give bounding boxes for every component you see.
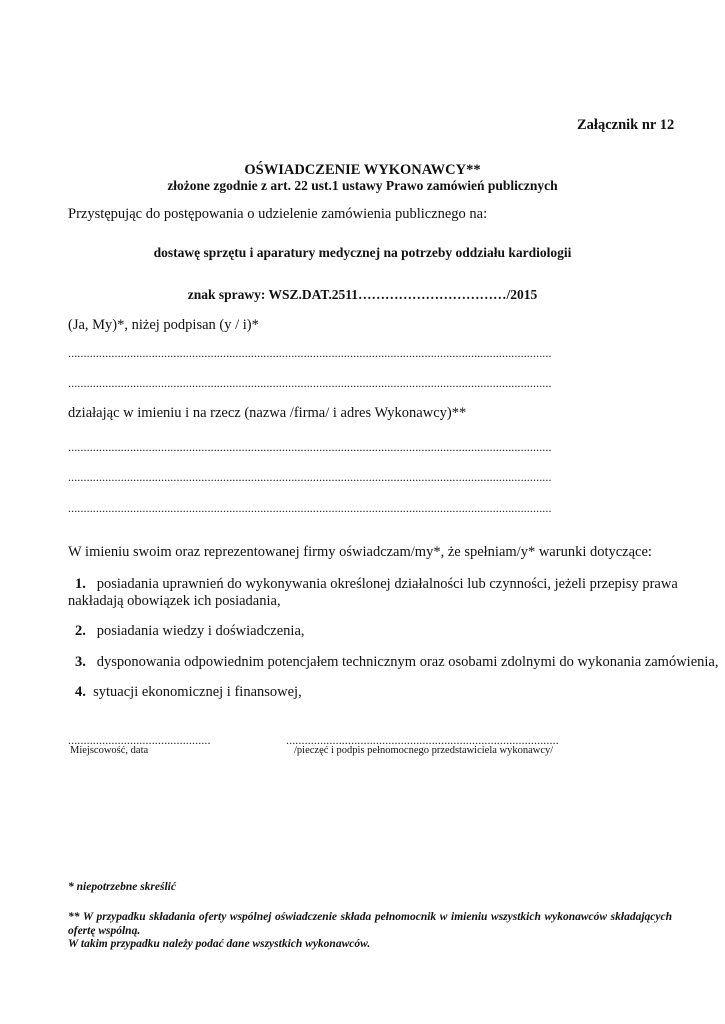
footnote-not-applicable: * niepotrzebne skreślić (68, 881, 176, 893)
condition-item-3 (75, 654, 718, 671)
condition-text: posiadania wiedzy i doświadczenia, (96, 623, 305, 639)
signatory-line-1: ............................................................................................................................................................ (68, 346, 552, 360)
condition-item-4 (75, 684, 302, 701)
condition-number: 4. (75, 684, 86, 700)
footnote-all-contractors: W takim przypadku należy podać dane wszystkich wykonawców. (68, 938, 371, 950)
condition-item-1-continuation: nakładają obowiązek ich posiadania, (68, 593, 281, 609)
attachment-label: Załącznik nr 12 (577, 117, 675, 133)
condition-text: dysponowania odpowiednim potencjałem technicznym oraz osobami zdolnymi do wykonania zamówienia, (96, 654, 719, 670)
procurement-subject: dostawę sprzętu i aparatury medycznej na potrzeby oddziału kardiologii (153, 245, 572, 260)
contractor-line-1: ............................................................................................................................................................ (68, 440, 552, 454)
footnote-joint-offer: ** W przypadku składania oferty wspólnej oświadczenie składa pełnomocnik w imieniu wszystkich wykonawców składających ofertę wspólną. (68, 911, 672, 937)
acting-label: działając w imieniu i na rzecz (nazwa /firma/ i adres Wykonawcy)** (68, 405, 467, 421)
condition-item-2 (75, 623, 305, 640)
signatory-line-2: ............................................................................................................................................................ (68, 376, 552, 390)
condition-text: posiadania uprawnień do wykonywania określonej działalności lub czynności, jeżeli przepisy prawa (96, 576, 678, 592)
place-date-label: Miejscowość, data (70, 745, 149, 756)
condition-number: 1. (75, 576, 86, 592)
place-date-line: .............................................. (68, 733, 211, 747)
intro-text: Przystępując do postępowania o udzielenie zamówienia publicznego na: (68, 206, 488, 222)
document-title: OŚWIADCZENIE WYKONAWCY** (244, 162, 481, 178)
signatory-label: (Ja, My)*, niżej podpisan (y / i)* (68, 317, 259, 333)
case-number: znak sprawy: WSZ.DAT.2511……………………………/2015 (187, 287, 538, 302)
signature-line: ........................................................................................ (286, 733, 559, 747)
document-subtitle: złożone zgodnie z art. 22 ust.1 ustawy Prawo zamówień publicznych (167, 178, 558, 193)
condition-text: sytuacji ekonomicznej i finansowej, (93, 684, 302, 700)
condition-number: 2. (75, 623, 86, 639)
condition-item-1 (75, 576, 678, 593)
signature-label: /pieczęć i podpis pełnomocnego przedstawiciela wykonawcy/ (294, 745, 554, 756)
contractor-line-3: ............................................................................................................................................................ (68, 501, 552, 515)
contractor-line-2: ............................................................................................................................................................ (68, 470, 552, 484)
condition-number: 3. (75, 654, 86, 670)
declaration-text: W imieniu swoim oraz reprezentowanej firmy oświadczam/my*, że spełniam/y* warunki dotyczące: (68, 544, 652, 560)
